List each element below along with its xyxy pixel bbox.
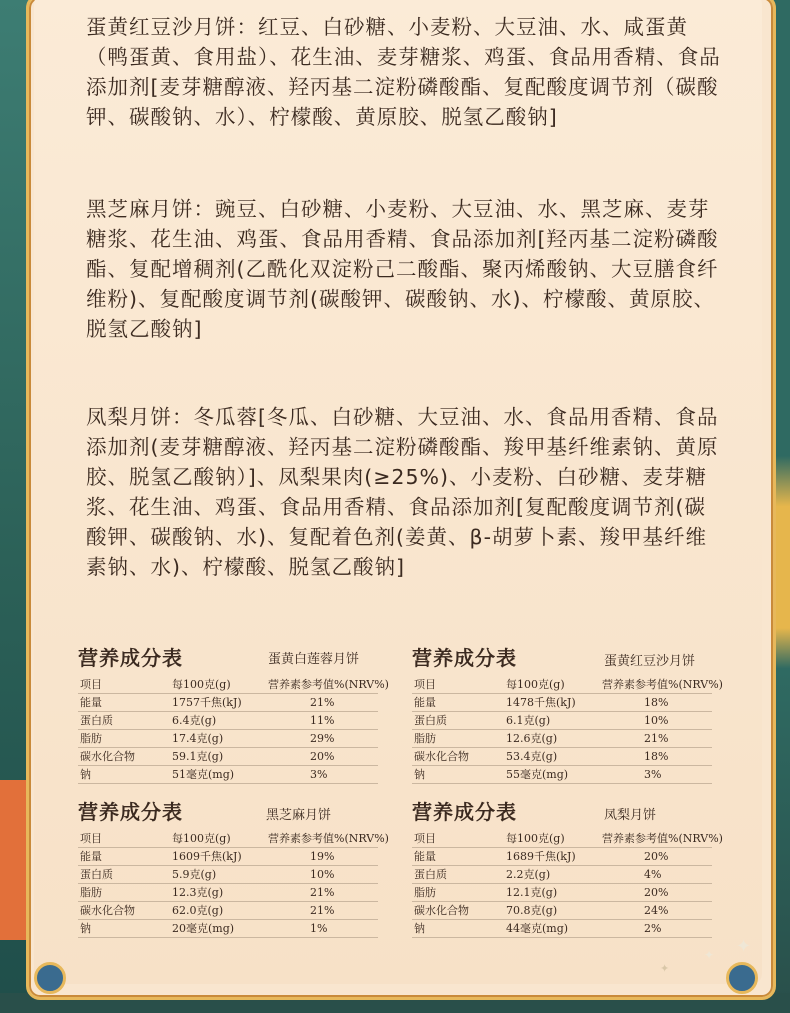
table-row <box>78 766 378 784</box>
row-value: 44毫克(mg) <box>506 922 569 935</box>
nutrition-table-product: 凤梨月饼 <box>604 808 657 823</box>
row-nrv: 21% <box>310 886 335 899</box>
nutrition-table-title: 营养成分表 <box>78 646 183 670</box>
row-nrv: 3% <box>644 768 662 781</box>
row-value: 12.3克(g) <box>172 886 224 899</box>
row-label: 蛋白质 <box>80 868 113 881</box>
row-label: 钠 <box>414 922 425 935</box>
row-label: 蛋白质 <box>414 714 447 727</box>
row-label: 蛋白质 <box>80 714 113 727</box>
table-row <box>78 748 378 766</box>
row-value: 70.8克(g) <box>506 904 558 917</box>
table-row <box>412 712 712 730</box>
corner-ornament-right <box>726 962 758 994</box>
row-value: 6.4克(g) <box>172 714 217 727</box>
row-value: 1757千焦(kJ) <box>172 696 242 709</box>
table-row <box>412 694 712 712</box>
row-value: 55毫克(mg) <box>506 768 569 781</box>
table-row <box>412 766 712 784</box>
row-nrv: 20% <box>644 886 669 899</box>
header-cell: 每100克(g) <box>172 832 231 845</box>
row-value: 59.1克(g) <box>172 750 224 763</box>
table-row <box>78 712 378 730</box>
table-header-row <box>412 830 723 848</box>
row-value: 1689千焦(kJ) <box>506 850 576 863</box>
row-label: 能量 <box>414 696 436 709</box>
sparkle-icon: ✦ <box>736 936 752 957</box>
table-row <box>412 848 712 866</box>
row-value: 17.4克(g) <box>172 732 224 745</box>
table-row <box>78 902 378 920</box>
row-nrv: 19% <box>310 850 335 863</box>
table-row <box>78 848 378 866</box>
table-row <box>412 866 712 884</box>
row-label: 脂肪 <box>414 886 436 899</box>
table-header-row <box>78 830 389 848</box>
table-row <box>412 748 712 766</box>
table-header-row <box>412 676 723 694</box>
row-nrv: 10% <box>644 714 669 727</box>
header-cell: 营养素参考值%(NRV%) <box>268 832 389 845</box>
row-nrv: 18% <box>644 696 669 709</box>
row-nrv: 20% <box>310 750 335 763</box>
nutrition-table-product: 黑芝麻月饼 <box>266 808 332 823</box>
row-nrv: 11% <box>310 714 335 727</box>
header-cell: 营养素参考值%(NRV%) <box>268 678 389 691</box>
ingredients-red-bean-yolk: 蛋黄红豆沙月饼：红豆、白砂糖、小麦粉、大豆油、水、咸蛋黄（鸭蛋黄、食用盐）、花生油、麦芽糖浆、鸡蛋、食品用香精、食品添加剂[麦芽糖醇液、羟丙基二淀粉磷酸酯、复配酸度调节剂（碳酸钾、碳酸钠、水）、柠檬酸、黄原胶、脱氢乙酸钠] <box>86 15 721 129</box>
row-nrv: 21% <box>644 732 669 745</box>
table-row <box>78 866 378 884</box>
header-cell: 项目 <box>414 678 436 691</box>
row-label: 脂肪 <box>414 732 436 745</box>
header-cell: 营养素参考值%(NRV%) <box>602 832 723 845</box>
row-value: 2.2克(g) <box>506 868 551 881</box>
header-cell: 每100克(g) <box>506 832 565 845</box>
nutrition-table-body <box>412 676 723 784</box>
row-value: 5.9克(g) <box>172 868 217 881</box>
sparkle-icon: ✦ <box>704 948 715 962</box>
row-nrv: 4% <box>644 868 662 881</box>
row-label: 碳水化合物 <box>80 904 135 917</box>
header-cell: 营养素参考值%(NRV%) <box>602 678 723 691</box>
table-row <box>78 884 378 902</box>
nutrition-table-title: 营养成分表 <box>412 646 517 670</box>
row-label: 碳水化合物 <box>414 750 469 763</box>
nutrition-table-body <box>412 830 723 938</box>
row-value: 62.0克(g) <box>172 904 224 917</box>
header-cell: 每100克(g) <box>172 678 231 691</box>
row-value: 12.6克(g) <box>506 732 558 745</box>
header-cell: 项目 <box>414 832 436 845</box>
row-label: 能量 <box>414 850 436 863</box>
row-value: 1478千焦(kJ) <box>506 696 576 709</box>
row-nrv: 18% <box>644 750 669 763</box>
row-value: 12.1克(g) <box>506 886 558 899</box>
row-label: 脂肪 <box>80 732 102 745</box>
sparkle-icon: ✦ <box>660 962 670 975</box>
row-label: 钠 <box>80 768 91 781</box>
row-label: 脂肪 <box>80 886 102 899</box>
row-label: 钠 <box>414 768 425 781</box>
row-label: 能量 <box>80 850 102 863</box>
row-nrv: 29% <box>310 732 335 745</box>
table-row <box>78 730 378 748</box>
table-row <box>412 920 712 938</box>
header-cell: 项目 <box>80 678 102 691</box>
row-nrv: 21% <box>310 904 335 917</box>
table-row <box>412 902 712 920</box>
corner-ornament-left <box>34 962 66 994</box>
row-nrv: 10% <box>310 868 335 881</box>
row-value: 51毫克(mg) <box>172 768 235 781</box>
row-value: 20毫克(mg) <box>172 922 235 935</box>
header-cell: 项目 <box>80 832 102 845</box>
ingredients-pineapple: 凤梨月饼：冬瓜蓉[冬瓜、白砂糖、大豆油、水、食品用香精、食品添加剂(麦芽糖醇液、羟丙基二淀粉磷酸酯、羧甲基纤维素钠、黄原胶、脱氢乙酸钠）]、凤梨果肉(≥25%)、小麦粉、白砂糖、麦芽糖浆、花生油、鸡蛋、食品用香精、食品添加剂[复配酸度调节剂(碳酸钾、碳酸钠、水)、复配着色剂(姜黄、β-胡萝卜素、羧甲基纤维素钠、水)、柠檬酸、脱氢乙酸钠] <box>86 405 719 579</box>
row-label: 碳水化合物 <box>80 750 135 763</box>
row-label: 钠 <box>80 922 91 935</box>
table-row <box>412 730 712 748</box>
table-row <box>412 884 712 902</box>
row-nrv: 3% <box>310 768 328 781</box>
table-header-row <box>78 676 389 694</box>
row-nrv: 1% <box>310 922 328 935</box>
table-row <box>78 694 378 712</box>
nutrition-table-title: 营养成分表 <box>78 800 183 824</box>
ingredients-black-sesame: 黑芝麻月饼：豌豆、白砂糖、小麦粉、大豆油、水、黑芝麻、麦芽糖浆、花生油、鸡蛋、食品用香精、食品添加剂[羟丙基二淀粉磷酸酯、复配增稠剂(乙酰化双淀粉己二酸酯、聚丙烯酸钠、大豆膳食纤维粉)、复配酸度调节剂(碳酸钾、碳酸钠、水)、柠檬酸、黄原胶、脱氢乙酸钠] <box>86 197 719 341</box>
nutrition-table-body <box>78 830 389 938</box>
row-nrv: 20% <box>644 850 669 863</box>
row-value: 53.4克(g) <box>506 750 558 763</box>
nutrition-table-body <box>78 676 389 784</box>
row-label: 能量 <box>80 696 102 709</box>
row-nrv: 21% <box>310 696 335 709</box>
header-cell: 每100克(g) <box>506 678 565 691</box>
row-label: 碳水化合物 <box>414 904 469 917</box>
row-value: 1609千焦(kJ) <box>172 850 242 863</box>
row-label: 蛋白质 <box>414 868 447 881</box>
row-value: 6.1克(g) <box>506 714 551 727</box>
nutrition-table-product: 蛋黄白莲蓉月饼 <box>268 652 360 667</box>
table-row <box>78 920 378 938</box>
nutrition-table-product: 蛋黄红豆沙月饼 <box>604 654 696 669</box>
row-nrv: 24% <box>644 904 669 917</box>
nutrition-table-title: 营养成分表 <box>412 800 517 824</box>
row-nrv: 2% <box>644 922 662 935</box>
